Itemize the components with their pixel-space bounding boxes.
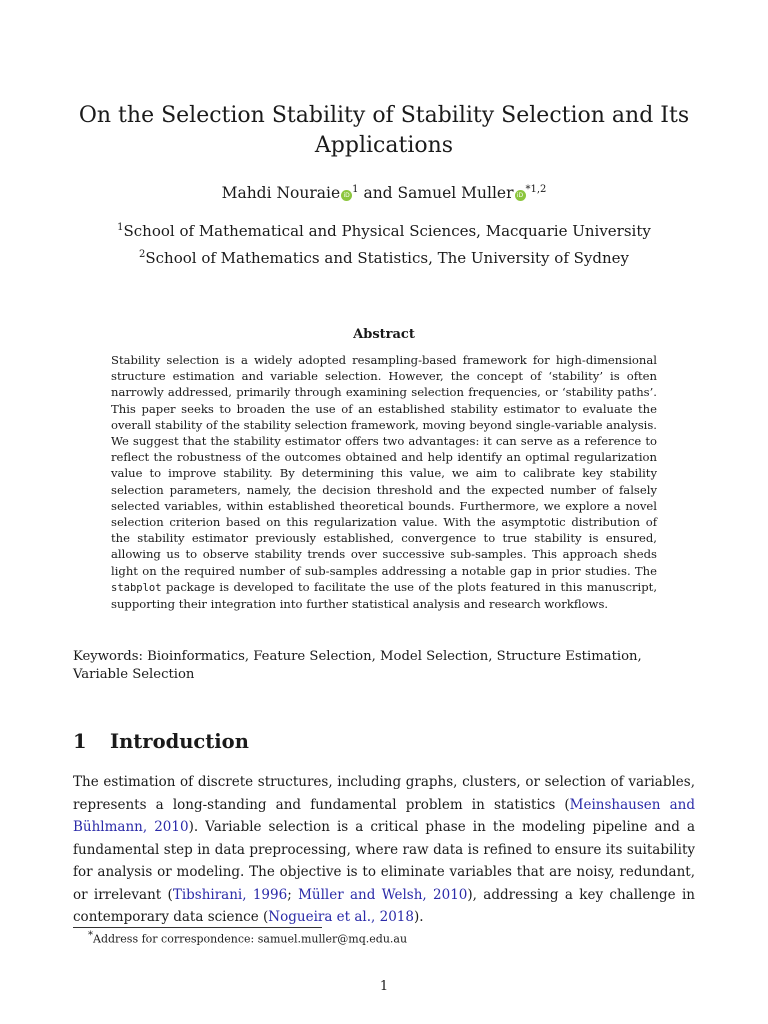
section-title: Introduction [110, 730, 249, 753]
author-separator: and [363, 184, 393, 203]
author-affil-mark: 1 [352, 184, 359, 195]
author-affil-mark: *1,2 [525, 184, 547, 195]
paper-title: On the Selection Stability of Stability Selection and Its Applications [78, 103, 690, 158]
orcid-icon[interactable]: iD [515, 190, 526, 201]
abstract-heading: Abstract [353, 327, 415, 342]
page-number: 1 [379, 979, 389, 994]
orcid-icon[interactable]: iD [341, 190, 352, 201]
package-name: stabplot [111, 581, 162, 594]
citation-link[interactable]: Meinshausen and Bühlmann, 2010 [73, 796, 695, 835]
section-heading [73, 730, 695, 753]
author-name: Mahdi Nouraie [221, 184, 341, 203]
keywords: Keywords: Bioinformatics, Feature Selection, Model Selection, Structure Estimation, Variable Selection [73, 649, 642, 682]
footnote-mark: * [88, 930, 93, 941]
citation-link[interactable]: Tibshirani, 1996 [172, 886, 288, 903]
affiliation: $^1$School of Mathematical and Physical Sciences, Macquarie University [117, 222, 651, 240]
affiliation: $^2$School of Mathematics and Statistics, The University of Sydney [138, 249, 630, 267]
intro-paragraph: The estimation of discrete structures, including graphs, clusters, or selection of variables, represents a long-standing and fundamental problem in statistics (Meinshausen and Bühlmann, 2010). Variable selection is a critical phase in the modeling pipeline and a fundamental step in data preprocessing, where raw data is refined to ensure its suitability for analysis or modeling. The objective is to eliminate variables that are noisy, redundant, or irrelevant (Tibshirani, 1996; Müller and Welsh, 2010), addressing a key challenge in contemporary data science (Nogueira et al., 2018). [73, 774, 696, 925]
citation-link[interactable]: Müller and Welsh, 2010 [298, 886, 468, 903]
section-number: 1 [73, 730, 87, 753]
footnote: *Address for correspondence: samuel.muller@mq.edu.au [88, 930, 408, 946]
abstract-body: Stability selection is a widely adopted resampling-based framework for high-dimensional structure estimation and variable selection. However, the concept of ‘stability’ is often narrowly addressed, primarily through examining selection frequencies, or ‘stability paths’. This paper seeks to broaden the use of an established stability estimator to evaluate the overall stability of the stability selection framework, moving beyond single-variable analysis. We suggest that the stability estimator offers two advantages: it can serve as a reference to reflect the robustness of the outcomes obtained and help identify an optimal regularization value to improve stability. By determining this value, we aim to calibrate key stability selection parameters, namely, the decision threshold and the expected number of falsely selected variables, within established theoretical bounds. Furthermore, we explore a novel selection criterion based on this regularization value. With the asymptotic distribution of the stability estimator previously established, convergence to true stability is ensured, allowing us to observe stability trends over successive sub-samples. This approach sheds light on the required number of sub-samples addressing a notable gap in prior studies. The stabplot package is developed to facilitate the use of the plots featured in this manuscript, supporting their integration into further statistical analysis and research workflows. [111, 353, 658, 612]
author-name: Samuel Muller [397, 184, 514, 203]
citation-link[interactable]: Nogueira et al., 2018 [268, 909, 414, 925]
footnote-rule [73, 927, 322, 928]
affiliations [60, 216, 708, 270]
author-line [60, 178, 708, 205]
